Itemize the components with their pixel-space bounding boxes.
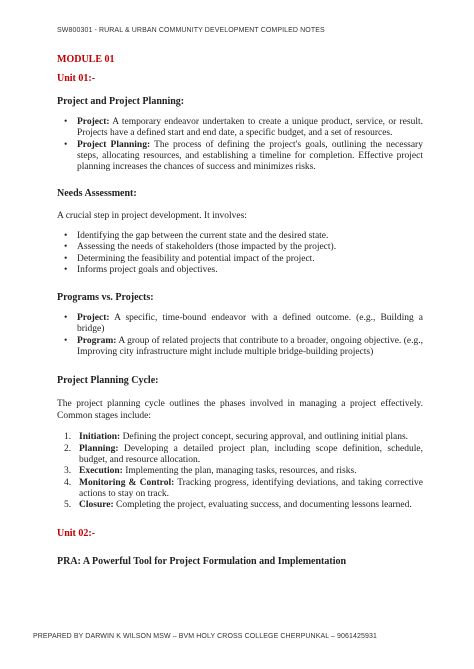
module-title: MODULE 01 <box>57 54 115 65</box>
list-item: • Project: A specific, time-bound endeavor with a defined outcome. (e.g., Building a bridge) <box>57 313 423 336</box>
section-heading-needs-assessment: Needs Assessment: <box>57 188 137 200</box>
list-item: 5. Closure: Completing the project, evaluating success, and documenting lessons learned. <box>64 500 412 511</box>
programs-projects-list <box>57 313 423 358</box>
needs-assessment-intro: A crucial step in project development. It involves: <box>57 211 247 222</box>
list-item: • Informs project goals and objectives. <box>57 265 423 276</box>
section-heading-programs-vs-projects: Programs vs. Projects: <box>57 292 154 304</box>
section-heading-pra: PRA: A Powerful Tool for Project Formulation and Implementation <box>57 556 347 568</box>
list-item: 3. Execution: Implementing the plan, managing tasks, resources, and risks. <box>64 466 357 477</box>
page-footer: PREPARED BY DARWIN K WILSON MSW – BVM HOLY CROSS COLLEGE CHERPUNKAL – 9061425931 <box>33 633 377 640</box>
list-item: • Identifying the gap between the current state and the desired state. <box>57 231 423 242</box>
planning-cycle-list <box>57 432 423 511</box>
section-heading-planning-cycle: Project Planning Cycle: <box>57 375 159 387</box>
project-planning-list <box>57 117 423 173</box>
planning-cycle-intro: The project planning cycle outlines the phases involved in managing a project effectively. Common stages include: <box>57 399 423 421</box>
page-header: SW800301 - RURAL & URBAN COMMUNITY DEVELOPMENT COMPILED NOTES <box>57 27 325 34</box>
list-item: • Assessing the needs of stakeholders (those impacted by the project). <box>57 242 423 253</box>
list-item: 2. Planning: Developing a detailed project plan, including scope definition, schedule, budget, and resource allocation. <box>64 443 423 465</box>
section-heading-project-planning: Project and Project Planning: <box>57 96 185 107</box>
page-content <box>57 53 423 568</box>
list-item: 1. Initiation: Defining the project concept, securing approval, and outlining initial plans. <box>64 432 409 443</box>
list-item: 4. Monitoring & Control: Tracking progress, identifying deviations, and taking corrective actions to stay on track. <box>64 477 423 499</box>
unit-1-title: Unit 01:- <box>57 73 96 84</box>
needs-assessment-list <box>57 231 423 276</box>
list-item: • Program: A group of related projects that contribute to a broader, ongoing objective. (e.g., Improving city infrastructure might include multiple bridge-building projects) <box>57 336 423 359</box>
list-item: • Project Planning: The process of defining the project's goals, outlining the necessary steps, allocating resources, and establishing a timeline for completion. Effective project planning increases the chances of success and minimizes risks. <box>57 140 423 174</box>
unit-2-title: Unit 02:- <box>57 528 96 540</box>
list-item: • Determining the feasibility and potential impact of the project. <box>57 254 423 265</box>
list-item: • Project: A temporary endeavor undertaken to create a unique product, service, or result. Projects have a defined start and end date, a specific budget, and a set of resources. <box>57 117 423 140</box>
